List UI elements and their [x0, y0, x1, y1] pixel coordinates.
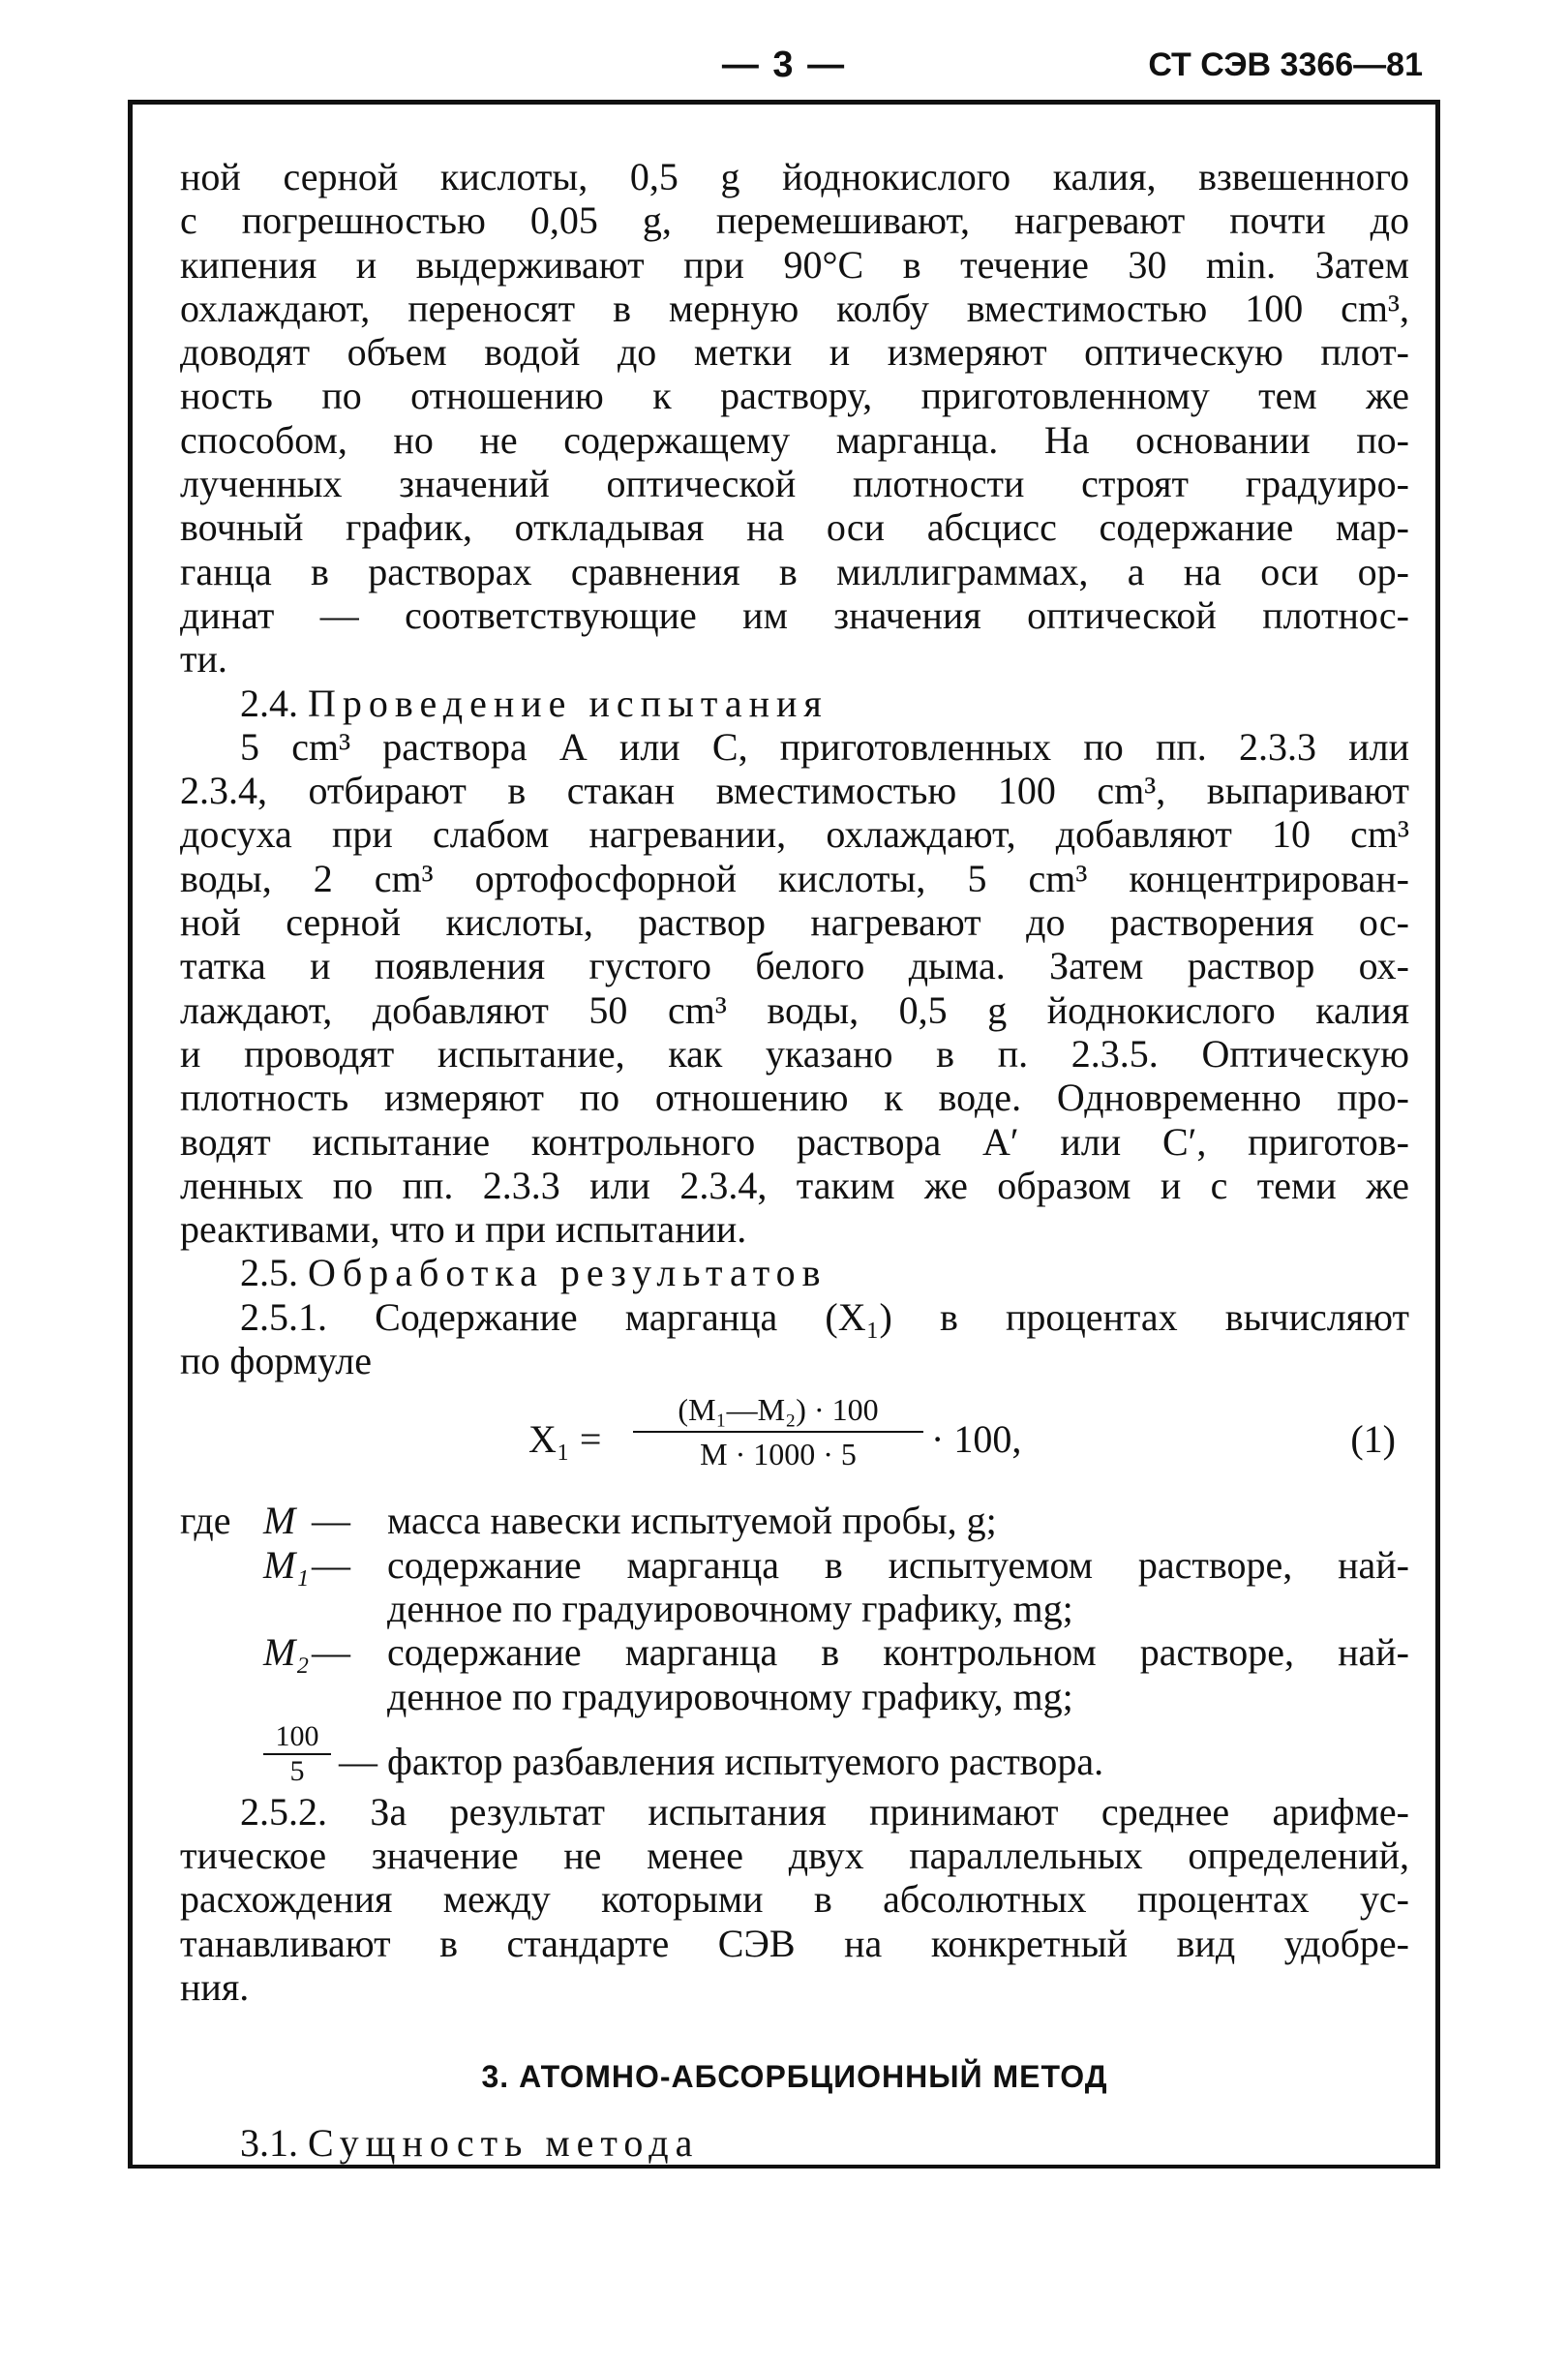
standard-code: СТ СЭВ 3366—81	[1148, 46, 1423, 83]
text-line: вочный график, откладывая на оси абсцисс содержание мар-	[180, 505, 1409, 550]
definition-item	[180, 1543, 1409, 1587]
text-line: ность по отношению к раствору, приготовленному тем же	[180, 374, 1409, 418]
text-line: 2.3.4, отбирают в стакан вместимостью 100 cm³, выпаривают	[180, 769, 1409, 813]
text-line: ленных по пп. 2.3.3 или 2.3.4, таким же образом и с теми же	[180, 1163, 1409, 1207]
text-line: реактивами, что и при испытании.	[180, 1207, 747, 1252]
dilution-fraction	[263, 1719, 331, 1787]
text-line: охлаждают, переносят в мерную колбу вместимостью 100 cm³,	[180, 286, 1409, 330]
page-header	[0, 39, 1568, 97]
definition-text: денное по градуировочному графику, mg;	[387, 1586, 1073, 1630]
definition-text: содержание марганца в контрольном растворе, най-	[387, 1630, 1409, 1675]
section-number: 2.4.	[240, 681, 298, 725]
text-line: расхождения между которыми в абсолютных процентах ус-	[180, 1877, 1409, 1922]
definition-lead: где	[180, 1499, 231, 1543]
text-line: ти.	[180, 637, 227, 682]
text-line: способом, но не содержащему марганца. На основании по-	[180, 417, 1409, 462]
formula-rhs: · 100,	[931, 1417, 1022, 1462]
definition-dash: —	[312, 1542, 350, 1587]
text-line: динат — соответствующие им значения оптической плотнос-	[180, 592, 1409, 637]
text-line: 2.5.1. Содержание марганца (X₁) в процентах вычисляют	[240, 1294, 1409, 1339]
fraction-denominator: 5	[289, 1754, 305, 1787]
text-line: ной серной кислоты, раствор нагревают до растворения ос-	[180, 900, 1409, 945]
text-line: доводят объем водой до метки и измеряют оптическую плот-	[180, 330, 1409, 375]
section-title: Проведение испытания	[308, 681, 829, 725]
text-line: лаждают, добавляют 50 cm³ воды, 0,5 g йоднокислого калия	[180, 987, 1409, 1032]
frame-top-rule	[128, 100, 1440, 105]
section-2-4-body	[180, 725, 1409, 1252]
section-3-1-heading	[180, 2121, 1409, 2165]
formula-denominator: M · 1000 · 5	[700, 1437, 857, 1472]
text-line: татка и появления густого белого дыма. Затем раствор ох-	[180, 944, 1409, 988]
definition-symbol: M₁	[263, 1542, 310, 1587]
fraction-definition	[180, 1719, 1409, 1790]
definition-symbol: M	[263, 1499, 296, 1543]
text-line: ной серной кислоты, 0,5 g йоднокислого калия, взвешенного	[180, 155, 1409, 198]
formula-number: (1)	[1350, 1417, 1396, 1462]
paragraph-2-5-2	[180, 1790, 1409, 2009]
section-number: 2.5.	[240, 1251, 298, 1295]
text-line: досуха при слабом нагревании, охлаждают, добавляют 10 cm³	[180, 812, 1409, 857]
text-line: с погрешностью 0,05 g, перемешивают, нагревают почти до	[180, 198, 1409, 243]
section-2-5-heading	[180, 1251, 1409, 1294]
definitions-list	[180, 1499, 1409, 1789]
definition-item	[180, 1499, 1409, 1542]
text-line: лученных значений оптической плотности строят градуиро-	[180, 462, 1409, 506]
definition-text: денное по градуировочному графику, mg;	[387, 1674, 1073, 1718]
definition-item	[180, 1630, 1409, 1674]
frame-right-rule	[1435, 100, 1440, 2169]
formula-1	[180, 1390, 1409, 1499]
text-line: ния.	[180, 1964, 250, 2009]
text-line: кипения и выдерживают при 90°С в течение 30 min. Затем	[180, 242, 1409, 287]
text-line: 2.5.2. За результат испытания принимают среднее арифме-	[240, 1789, 1409, 1834]
frame-left-rule	[128, 100, 133, 2169]
definition-dash: —	[312, 1499, 350, 1543]
frame-bottom-rule	[128, 2165, 1440, 2169]
definition-continuation	[180, 1675, 1409, 1718]
section-number: 3.1.	[240, 2121, 298, 2166]
fraction-bar	[633, 1431, 923, 1433]
section-3-heading: 3. АТОМНО-АБСОРБЦИОННЫЙ МЕТОД	[481, 2059, 1108, 2095]
page-content	[180, 155, 1409, 2166]
definition-dash: —	[339, 1739, 377, 1783]
definition-continuation	[180, 1587, 1409, 1630]
text-line: плотность измеряют по отношению к воде. Одновременно про-	[180, 1076, 1409, 1120]
definition-symbol: M₂	[263, 1630, 310, 1675]
definition-text: масса навески испытуемой пробы, g;	[387, 1499, 997, 1543]
section-2-4-heading	[180, 682, 1409, 725]
text-line: 5 cm³ раствора А или С, приготовленных по пп. 2.3.3 или	[240, 724, 1409, 769]
text-line: тическое значение не менее двух параллельных определений,	[180, 1834, 1409, 1878]
definition-text: содержание марганца в испытуемом растворе, най-	[387, 1542, 1409, 1587]
formula-numerator: (M₁—M₂) · 100	[678, 1392, 879, 1428]
fraction-numerator: 100	[275, 1719, 319, 1752]
text-line: ганца в растворах сравнения в миллиграммах, а на оси ор-	[180, 549, 1409, 593]
formula-fraction	[633, 1390, 923, 1473]
text-line: и проводят испытание, как указано в п. 2.3.5. Оптическую	[180, 1031, 1409, 1076]
section-title: Обработка результатов	[308, 1251, 828, 1295]
page-number: — 3 —	[721, 45, 847, 85]
section-title: Сущность метода	[308, 2121, 700, 2166]
definition-dash: —	[312, 1630, 350, 1675]
text-line: водят испытание контрольного раствора А′ или С′, приготов-	[180, 1119, 1409, 1164]
text-line: по формуле	[180, 1339, 372, 1383]
paragraph-continuation	[180, 155, 1409, 682]
text-line: воды, 2 cm³ ортофосфорной кислоты, 5 cm³ концентрирован-	[180, 856, 1409, 900]
text-line: танавливают в стандарте СЭВ на конкретный вид удобре-	[180, 1921, 1409, 1965]
definition-text: фактор разбавления испытуемого раствора.	[387, 1739, 1104, 1783]
formula-lhs: X₁ =	[528, 1417, 602, 1462]
